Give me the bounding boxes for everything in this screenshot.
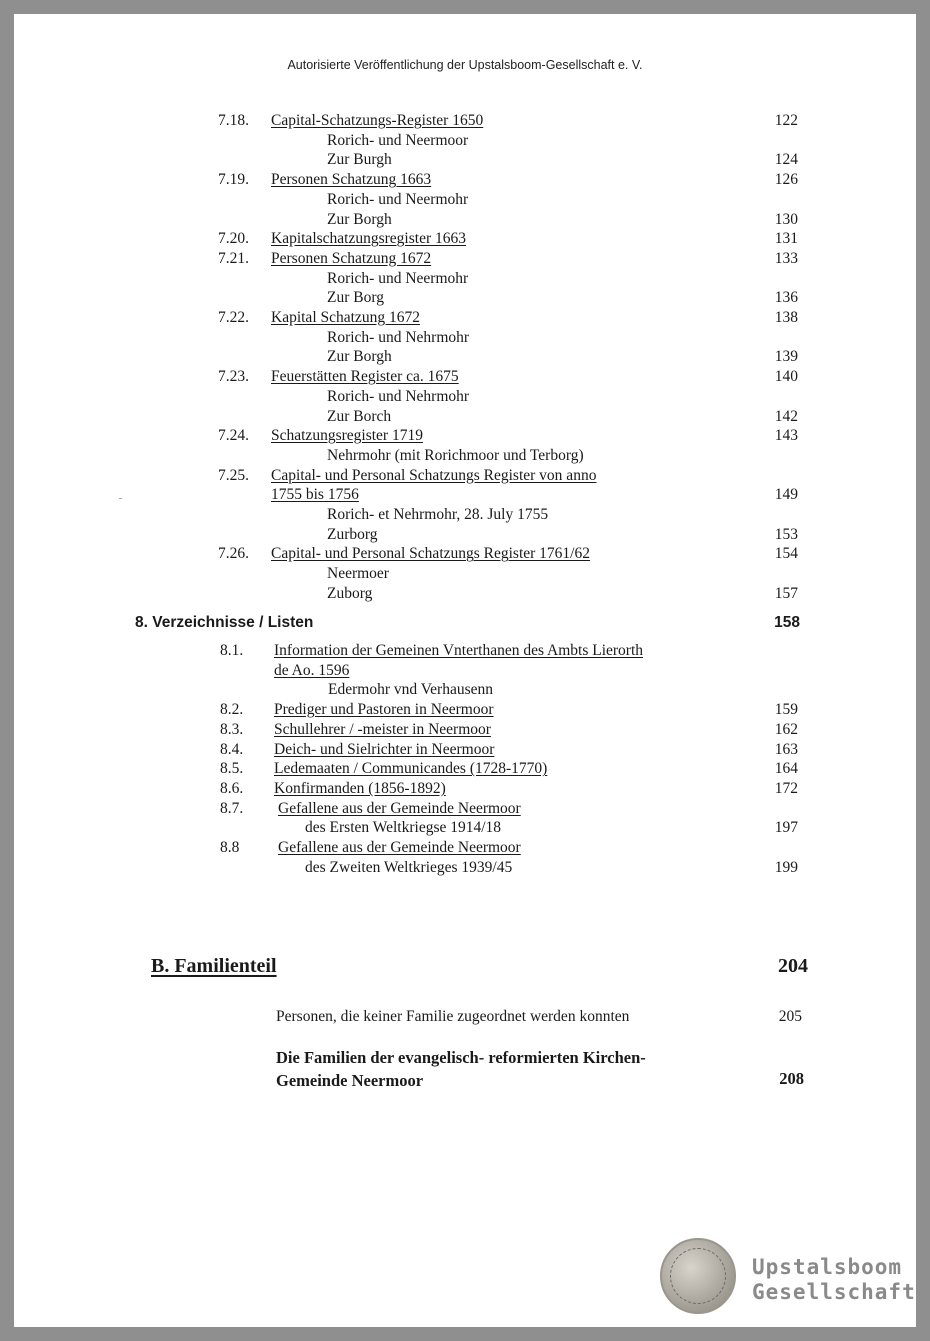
entry-number: 8.2. <box>220 701 244 719</box>
section-8-page: 158 <box>774 614 800 631</box>
entry-subline: Rorich- und Neermohr <box>327 190 469 208</box>
entry-number: 7.22. <box>218 309 249 326</box>
families-entry-line2: Gemeinde Neermoor <box>276 1071 424 1090</box>
entry-page: 138 <box>774 309 798 326</box>
entry-subline: Zur Borch <box>327 407 392 425</box>
part-b-heading: B. Familienteil <box>151 955 277 977</box>
section-8-heading: 8. Verzeichnisse / Listen <box>135 614 314 631</box>
entry-subline: Rorich- und Neermohr <box>327 269 469 287</box>
entry-title: Personen Schatzung 1672 <box>271 249 432 267</box>
entry-number: 7.19. <box>218 171 249 189</box>
entry-subline-page: 139 <box>774 348 798 366</box>
entry-page: 133 <box>774 249 798 267</box>
entry-number: 7.23. <box>218 368 249 386</box>
entry-subline: Zur Burgh <box>327 151 392 169</box>
entry-subline: Zur Borgh <box>327 348 392 366</box>
entry-title-continued: 1755 bis 1756 <box>271 486 359 504</box>
part-b-page: 204 <box>778 955 808 977</box>
entry-subline: Nehrmohr (mit Rorichmoor und Terborg) <box>327 446 584 464</box>
entry-page: 162 <box>774 720 798 738</box>
entry-title: Capital-Schatzungs-Register 1650 <box>271 112 484 129</box>
entry-subline: Rorich- und Nehrmohr <box>327 328 470 346</box>
entry-subline-page: 197 <box>774 819 798 837</box>
entry-subline: Zurborg <box>327 525 378 543</box>
entry-number: 7.26. <box>218 545 249 563</box>
entry-number: 8.1. <box>220 642 244 659</box>
entry-title: Personen Schatzung 1663 <box>271 171 432 189</box>
entry-page: 143 <box>774 427 798 445</box>
entry-title: Gefallene aus der Gemeinde Neermoor <box>278 799 521 817</box>
entry-subline-page: 124 <box>774 151 798 169</box>
entry-title: Feuerstätten Register ca. 1675 <box>271 368 459 386</box>
entry-title: Gefallene aus der Gemeinde Neermoor <box>278 839 521 856</box>
entry-title: Kapitalschatzungsregister 1663 <box>271 230 466 248</box>
entry-subline-page: 199 <box>774 858 798 876</box>
entry-page: 126 <box>774 171 798 189</box>
entry-subline-page: 136 <box>774 289 798 307</box>
entry-subline: Edermohr vnd Verhausenn <box>328 681 494 699</box>
orphans-page: 205 <box>778 1008 802 1025</box>
entry-page: 159 <box>774 701 798 719</box>
entry-title: Schatzungsregister 1719 <box>271 427 423 445</box>
entry-number: 8.6. <box>220 779 244 797</box>
entry-title: Capital- und Personal Schatzungs Register 1761/62 <box>271 545 590 563</box>
entry-page: 122 <box>774 112 798 129</box>
entry-title: Konfirmanden (1856-1892) <box>274 779 446 797</box>
families-page: 208 <box>779 1069 804 1088</box>
entry-number: 7.21. <box>218 249 249 267</box>
entry-number: 7.18. <box>218 112 249 129</box>
society-seal-icon <box>660 1238 736 1314</box>
entry-page: 154 <box>774 545 798 563</box>
entry-number: 8.4. <box>220 740 244 758</box>
entry-page: 172 <box>774 779 798 797</box>
entry-subline-page: 130 <box>774 210 798 228</box>
entry-subline: Rorich- und Nehrmohr <box>327 387 470 405</box>
entry-title: Deich- und Sielrichter in Neermoor <box>274 740 495 758</box>
entry-page: 149 <box>774 486 798 504</box>
watermark-line1: Upstalsboom <box>752 1255 903 1279</box>
entry-subline: Zuborg <box>327 584 373 602</box>
entry-subline-page: 157 <box>774 584 798 602</box>
entry-number: 7.20. <box>218 230 249 248</box>
entry-number: 8.8 <box>220 839 240 856</box>
orphans-entry: Personen, die keiner Familie zugeordnet werden konnten <box>276 1008 630 1025</box>
entry-title: Information der Gemeinen Vnterthanen des Ambts Lierorth <box>274 642 644 659</box>
entry-subline: des Zweiten Weltkrieges 1939/45 <box>305 858 513 876</box>
entry-page: 140 <box>774 368 798 386</box>
entry-page: 131 <box>774 230 798 248</box>
entry-number: 8.5. <box>220 760 244 778</box>
families-entry-line1: Die Familien der evangelisch- reformierten Kirchen- <box>276 1048 646 1067</box>
watermark-line2: Gesellschaft <box>752 1280 916 1304</box>
entry-subline-page: 142 <box>774 407 798 425</box>
entry-subline: Zur Borg <box>327 289 384 307</box>
entry-subline: Rorich- et Nehrmohr, 28. July 1755 <box>327 506 549 523</box>
entry-subline: des Ersten Weltkriegse 1914/18 <box>305 819 502 837</box>
entry-title: Prediger und Pastoren in Neermoor <box>274 701 494 719</box>
entry-page: 164 <box>774 760 798 778</box>
entry-number: 7.24. <box>218 427 249 445</box>
entry-title: Ledemaaten / Communicandes (1728-1770) <box>274 760 548 778</box>
page-header: Autorisierte Veröffentlichung der Upstalsboom-Gesellschaft e. V. <box>287 58 643 72</box>
entry-page: 163 <box>774 740 798 758</box>
entry-title: Capital- und Personal Schatzungs Register von anno <box>271 466 597 484</box>
entry-subline: Zur Borgh <box>327 210 392 228</box>
entry-number: 8.7. <box>220 799 244 817</box>
entry-subline-page: 153 <box>774 525 798 543</box>
entry-number: 7.25. <box>218 466 249 484</box>
scan-speck <box>119 498 122 499</box>
entry-title-continued: de Ao. 1596 <box>274 661 350 679</box>
entry-title: Schullehrer / -meister in Neermoor <box>274 720 491 738</box>
entry-subline: Neermoer <box>327 565 389 583</box>
entry-subline: Rorich- und Neermoor <box>327 131 469 149</box>
entry-number: 8.3. <box>220 720 244 738</box>
entry-title: Kapital Schatzung 1672 <box>271 309 420 326</box>
